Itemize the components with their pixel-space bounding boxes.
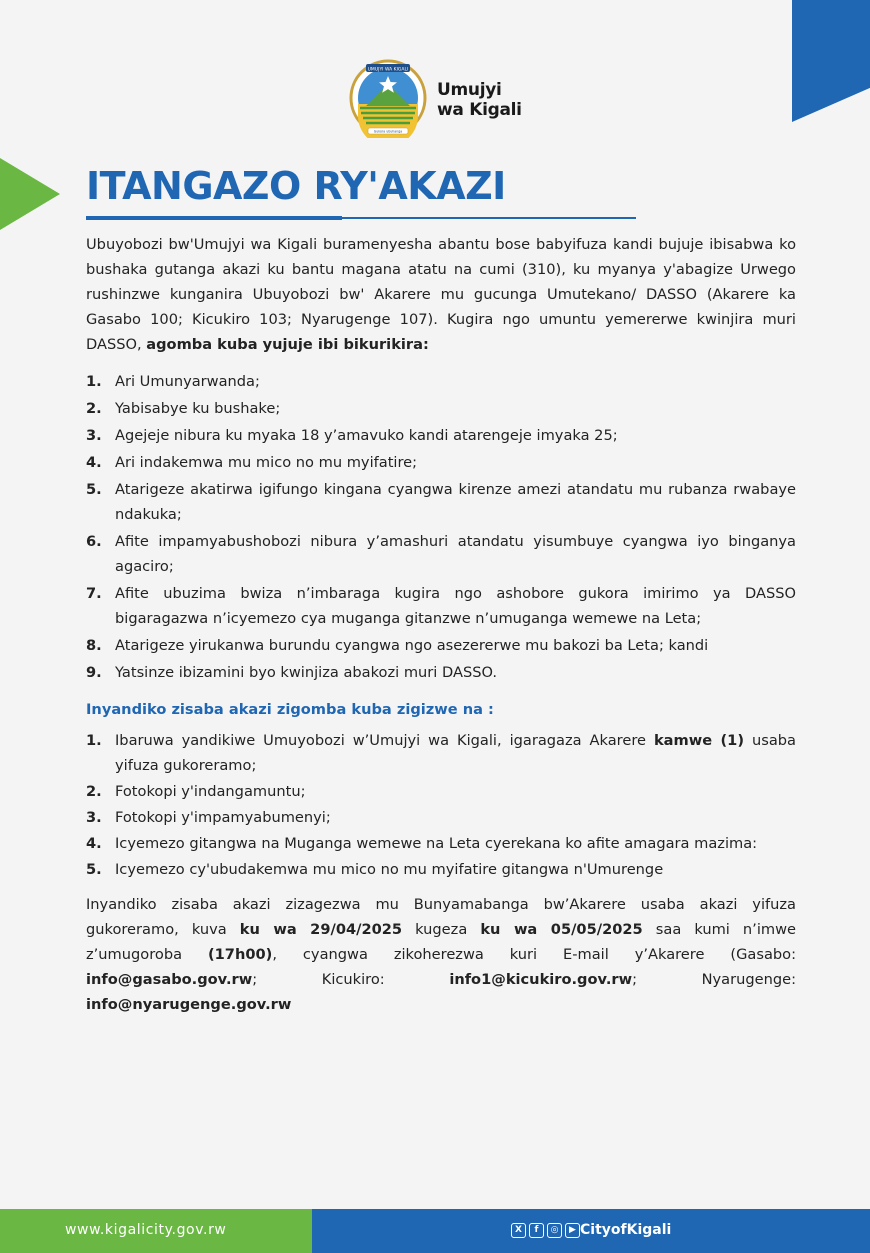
footer-left-band (0, 1209, 312, 1253)
list-item: 3. Fotokopi y'impamyabumenyi; (86, 809, 331, 826)
corner-decoration-blue (792, 0, 870, 122)
email-gasabo: info@gasabo.gov.rw (86, 971, 253, 988)
youtube-icon[interactable]: ▶ (565, 1223, 580, 1238)
title-underline-accent (86, 216, 342, 220)
x-icon[interactable]: X (511, 1223, 526, 1238)
social-handle[interactable]: CityofKigali (580, 1222, 672, 1238)
brand-name (437, 80, 522, 120)
kigali-logo-icon (348, 58, 428, 138)
list-item: 6. Afite impamyabushobozi nibura y’amashuri atandatu yisumbuye cyangwa iyo binganya agaciro; (86, 533, 796, 575)
list-item: 3. Agejeje nibura ku myaka 18 y’amavuko kandi atarengeje imyaka 25; (86, 427, 618, 444)
closing-paragraph: Inyandiko zisaba akazi zizagezwa mu Bunyamabanga bw’Akarere usaba akazi yifuza gukoreramo, kuva ku wa 29/04/2025 kugeza ku wa 05/05/2025 saa kumi n’imwe z’umugoroba (17h00), cyangwa zikoherezwa kuri E-mail y’Akarere (Gasabo: info@gasabo.gov.rw; Kicukiro: info1@kicukiro.gov.rw; Nyarugenge: info@nyarugenge.gov.rw (86, 896, 797, 1013)
requirements-list (86, 369, 796, 685)
page-title: ITANGAZO RY'AKAZI (86, 164, 506, 208)
triangle-decoration-green (0, 158, 60, 230)
announcement-body (86, 232, 796, 1017)
list-item: 4. Icyemezo gitangwa na Muganga wemewe na Leta cyerekana ko afite amagara mazima: (86, 835, 758, 852)
documents-heading: Inyandiko zisaba akazi zigomba kuba zigizwe na : (86, 701, 494, 718)
list-item: 5. Icyemezo cy'ubudakemwa mu mico no mu myifatire gitangwa n'Umurenge (86, 861, 664, 878)
brand-line2: wa Kigali (437, 100, 522, 120)
list-item: 4. Ari indakemwa mu mico no mu myifatire; (86, 454, 418, 471)
email-nyarugenge: info@nyarugenge.gov.rw (86, 996, 292, 1013)
brand-line1: Umujyi (437, 80, 502, 100)
facebook-icon[interactable]: f (529, 1223, 544, 1238)
footer (0, 1209, 870, 1253)
list-item: 9. Yatsinze ibizamini byo kwinjiza abakozi muri DASSO. (86, 664, 498, 681)
list-item: 2. Yabisabye ku bushake; (86, 400, 281, 417)
instagram-icon[interactable]: ◎ (547, 1223, 562, 1238)
documents-list (86, 728, 796, 882)
website-link[interactable]: www.kigalicity.gov.rw (65, 1222, 227, 1238)
list-item: 8. Atarigeze yirukanwa burundu cyangwa ngo asezererwe mu bakozi ba Leta; kandi (86, 637, 709, 654)
intro-bold: agomba kuba yujuje ibi bikurikira: (146, 336, 429, 353)
svg-text:Gukora ubuhanga: Gukora ubuhanga (373, 129, 403, 134)
list-item: 1. Ari Umunyarwanda; (86, 373, 260, 390)
list-item: 5. Atarigeze akatirwa igifungo kingana cyangwa kirenze amezi atandatu mu rubanza rwabaye ndakuka; (86, 481, 796, 523)
list-item: 7. Afite ubuzima bwiza n’imbaraga kugira ngo ashobore gukora imirimo ya DASSO bigaragazwa n’icyemezo cya muganga gitanzwe n’umuganga wemewe na Leta; (86, 585, 796, 627)
list-item: 2. Fotokopi y'indangamuntu; (86, 783, 306, 800)
email-kicukiro: info1@kicukiro.gov.rw (449, 971, 633, 988)
intro-paragraph: Ubuyobozi bw'Umujyi wa Kigali buramenyesha abantu bose babyifuza kandi bujuje ibisabwa ko bushaka gutanga akazi ku bantu magana atatu na cumi (310), ku myanya y'abagize Urwego rushinzwe kunganira Ubuyobozi bw' Akarere mu gucunga Umutekano/ DASSO (Akarere ka Gasabo 100; Kicukiro 103; Nyarugenge 107). Kugira ngo umuntu yemererwe kwinjira muri DASSO, agomba kuba yujuje ibi bikurikira: (86, 236, 796, 353)
list-item: 1. Ibaruwa yandikiwe Umuyobozi w’Umujyi wa Kigali, igaragaza Akarere kamwe (1) usaba yifuza gukoreramo; (86, 732, 796, 774)
social-icons (511, 1223, 580, 1238)
svg-text:UMUJYI WA KIGALI: UMUJYI WA KIGALI (367, 67, 409, 73)
